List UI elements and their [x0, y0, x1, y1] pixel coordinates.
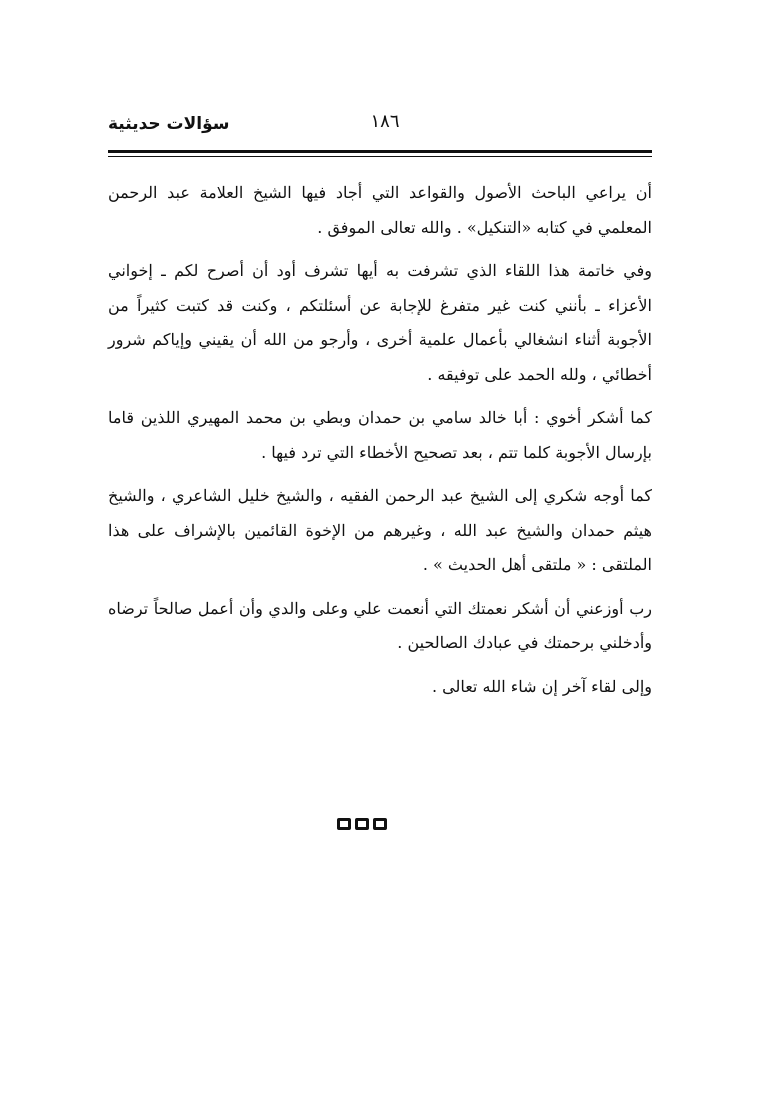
square-icon	[337, 818, 351, 830]
paragraph: كما أوجه شكري إلى الشيخ عبد الرحمن الفقيه ، والشيخ خليل الشاعري ، والشيخ هيثم حمدان والشيخ عبد الله ، وغيرهم من الإخوة القائمين بالإشراف على هذا الملتقى : « ملتقى أهل الحديث » .	[108, 486, 652, 574]
paragraph: رب أوزعني أن أشكر نعمتك التي أنعمت علي وعلى والدي وأن أعمل صالحاً ترضاه وأدخلني برحمتك في عبادك الصالحين .	[108, 598, 652, 652]
running-title: سؤالات حديثية	[108, 114, 230, 134]
square-icon	[355, 818, 369, 830]
header-rule-thick	[108, 150, 652, 153]
paragraph: أن يراعي الباحث الأصول والقواعد التي أجاد فيها الشيخ العلامة عبد الرحمن المعلمي في كتابه «التنكيل» . والله تعالى الموفق .	[108, 183, 652, 237]
header-rule-thin	[108, 156, 652, 157]
square-icon	[373, 818, 387, 830]
page-number: ١٨٦	[370, 111, 400, 132]
triple-square-ornament-icon	[330, 818, 394, 830]
paragraph: وإلى لقاء آخر إن شاء الله تعالى .	[431, 676, 652, 696]
paragraph: كما أشكر أخوي : أبا خالد سامي بن حمدان وبطي بن محمد المهيري اللذين قاما بإرسال الأجوبة كلما تتم ، بعد تصحيح الأخطاء التي ترد فيها .	[108, 408, 652, 462]
paragraph: وفي خاتمة هذا اللقاء الذي تشرفت به أيها تشرف أود أن أصرح لكم ـ إخواني الأعزاء ـ بأنني كنت غير متفرغ للإجابة عن أسئلتكم ، وكنت قد كتبت كثيراً من الأجوبة أثناء انشغالي بأعمال علمية أخرى ، وأرجو من الله أن يقيني وإياكم شرور أخطائي ، ولله الحمد على توفيقه .	[108, 261, 652, 384]
body-text	[108, 176, 652, 713]
